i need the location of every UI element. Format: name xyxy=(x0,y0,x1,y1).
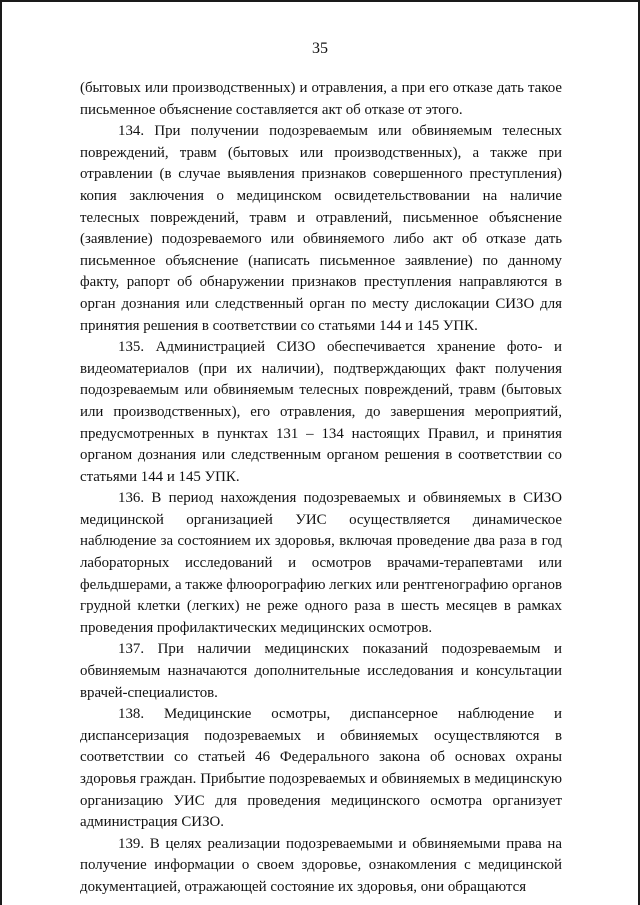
paragraph-139: 139. В целях реализации подозреваемыми и обвиняемыми права на получение информации о своем здоровье, ознакомления с медицинской документацией, отражающей состояние их здоровья, они обращаются xyxy=(80,835,562,895)
paragraph-135: 135. Администрацией СИЗО обеспечивается хранение фото- и видеоматериалов (при их наличии), подтверждающих факт получения подозреваемым или обвиняемым телесных повреждений, травм (бытовых или производственных), его отравления, до завершения мероприятий, предусмотренных в пунктах 131 – 134 настоящих Правил, и принятия органом дознания или следственным органом решения в соответствии со статьями 144 и 145 УПК. xyxy=(80,339,562,485)
page-edge-top xyxy=(0,0,640,2)
paragraph-137: 137. При наличии медицинских показаний подозреваемым и обвиняемым назначаются дополнительные исследования и консультации врачей-специалистов. xyxy=(80,641,562,701)
paragraph-138: 138. Медицинские осмотры, диспансерное наблюдение и диспансеризация подозреваемых и обвиняемых осуществляются в соответствии со статьей 46 Федерального закона об основах охраны здоровья граждан. Прибытие подозреваемых и обвиняемых в медицинскую организацию УИС для проведения медицинского осмотра организует администрация СИЗО. xyxy=(80,706,562,831)
paragraph-136: 136. В период нахождения подозреваемых и обвиняемых в СИЗО медицинской организацией УИС осуществляется динамическое наблюдение за состоянием их здоровья, включая проведение два раза в год лабораторных исследований и осмотров врачами-терапевтами или фельдшерами, а также флюорографию легких или рентгенографию органов грудной клетки (легких) не реже одного раза в шесть месяцев в рамках проведения профилактических медицинских осмотров. xyxy=(80,490,562,636)
page-edge-left xyxy=(0,0,2,905)
document-body xyxy=(80,78,562,899)
page-number: 35 xyxy=(312,40,328,57)
paragraph-continuation: (бытовых или производственных) и отравления, а при его отказе дать такое письменное объяснение составляется акт об отказе от этого. xyxy=(80,80,562,118)
paragraph-134: 134. При получении подозреваемым или обвиняемым телесных повреждений, травм (бытовых или производственных), а также при отравлении (в случае выявления признаков совершенного преступления) копия заключения о медицинском освидетельствовании на наличие телесных повреждений, травм и отравлений, письменное объяснение (заявление) подозреваемого или обвиняемого либо акт об отказе дать письменное объяснение (написать письменное заявление) по данному факту, рапорт об обнаружении признаков преступления направляются в орган дознания или следственный орган по месту дислокации СИЗО для принятия решения в соответствии со статьями 144 и 145 УПК. xyxy=(80,123,562,334)
